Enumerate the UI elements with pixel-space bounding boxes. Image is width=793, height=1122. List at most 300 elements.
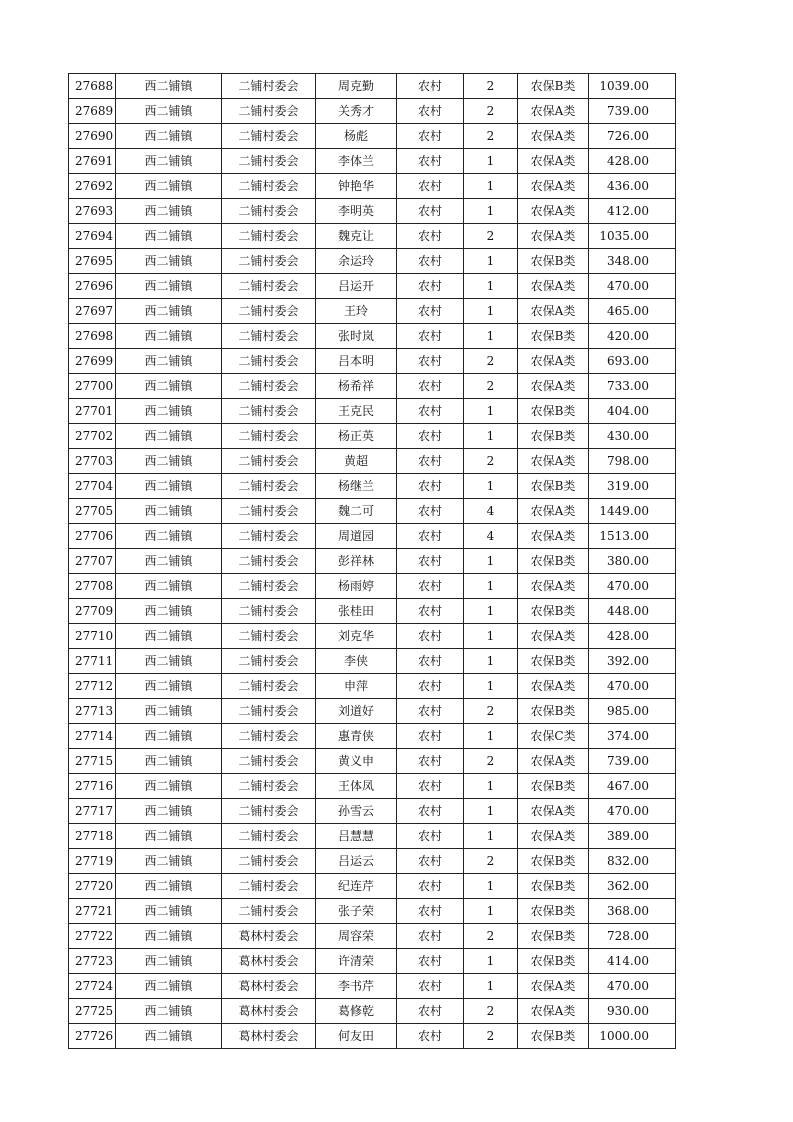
cell-id: 27703 [69,449,116,474]
cell-id: 27688 [69,74,116,99]
cell-amount: 726.00 [589,124,676,149]
table-row [69,299,676,324]
cell-count: 1 [464,649,518,674]
cell-town: 西二铺镇 [116,774,222,799]
cell-town: 西二铺镇 [116,624,222,649]
cell-amount: 319.00 [589,474,676,499]
cell-area: 农村 [397,549,464,574]
cell-town: 西二铺镇 [116,599,222,624]
table-row [69,324,676,349]
cell-id: 27721 [69,899,116,924]
cell-type: 农保A类 [518,349,589,374]
cell-type: 农保A类 [518,374,589,399]
cell-amount: 1035.00 [589,224,676,249]
cell-village: 二铺村委会 [222,99,316,124]
cell-id: 27692 [69,174,116,199]
cell-amount: 428.00 [589,624,676,649]
cell-town: 西二铺镇 [116,499,222,524]
cell-town: 西二铺镇 [116,449,222,474]
table-row [69,549,676,574]
cell-name: 王玲 [316,299,397,324]
cell-id: 27704 [69,474,116,499]
cell-town: 西二铺镇 [116,824,222,849]
cell-count: 1 [464,724,518,749]
cell-name: 惠青侠 [316,724,397,749]
table-row [69,574,676,599]
cell-town: 西二铺镇 [116,99,222,124]
cell-village: 二铺村委会 [222,124,316,149]
cell-id: 27698 [69,324,116,349]
cell-town: 西二铺镇 [116,1024,222,1049]
cell-id: 27724 [69,974,116,999]
cell-area: 农村 [397,174,464,199]
cell-type: 农保A类 [518,524,589,549]
cell-village: 二铺村委会 [222,899,316,924]
cell-amount: 362.00 [589,874,676,899]
cell-name: 李书芹 [316,974,397,999]
cell-name: 刘克华 [316,624,397,649]
cell-type: 农保A类 [518,749,589,774]
cell-amount: 470.00 [589,274,676,299]
cell-village: 二铺村委会 [222,199,316,224]
cell-amount: 798.00 [589,449,676,474]
cell-type: 农保A类 [518,199,589,224]
cell-id: 27714 [69,724,116,749]
cell-name: 杨希祥 [316,374,397,399]
cell-town: 西二铺镇 [116,524,222,549]
cell-name: 何友田 [316,1024,397,1049]
cell-area: 农村 [397,424,464,449]
cell-count: 4 [464,524,518,549]
table-row [69,724,676,749]
cell-amount: 470.00 [589,574,676,599]
cell-amount: 470.00 [589,974,676,999]
cell-count: 1 [464,424,518,449]
table-row [69,824,676,849]
cell-amount: 1039.00 [589,74,676,99]
cell-count: 1 [464,474,518,499]
cell-name: 黄超 [316,449,397,474]
table-row [69,74,676,99]
cell-town: 西二铺镇 [116,199,222,224]
cell-type: 农保B类 [518,74,589,99]
cell-id: 27696 [69,274,116,299]
cell-area: 农村 [397,949,464,974]
cell-town: 西二铺镇 [116,374,222,399]
cell-count: 2 [464,99,518,124]
cell-town: 西二铺镇 [116,249,222,274]
cell-area: 农村 [397,649,464,674]
cell-id: 27706 [69,524,116,549]
cell-type: 农保B类 [518,549,589,574]
table-row [69,1024,676,1049]
cell-name: 李体兰 [316,149,397,174]
cell-id: 27700 [69,374,116,399]
cell-type: 农保B类 [518,874,589,899]
table-row [69,599,676,624]
cell-town: 西二铺镇 [116,574,222,599]
cell-name: 杨彪 [316,124,397,149]
cell-town: 西二铺镇 [116,424,222,449]
cell-village: 二铺村委会 [222,374,316,399]
cell-area: 农村 [397,799,464,824]
cell-village: 二铺村委会 [222,699,316,724]
table-row [69,999,676,1024]
cell-id: 27716 [69,774,116,799]
cell-type: 农保B类 [518,899,589,924]
table-row [69,249,676,274]
cell-count: 1 [464,774,518,799]
cell-name: 周容荣 [316,924,397,949]
cell-count: 2 [464,849,518,874]
cell-type: 农保B类 [518,699,589,724]
cell-type: 农保A类 [518,224,589,249]
cell-village: 葛林村委会 [222,924,316,949]
cell-name: 杨雨婷 [316,574,397,599]
cell-village: 二铺村委会 [222,274,316,299]
table-row [69,99,676,124]
table-row [69,699,676,724]
cell-area: 农村 [397,74,464,99]
cell-id: 27709 [69,599,116,624]
cell-count: 1 [464,974,518,999]
cell-count: 1 [464,799,518,824]
cell-name: 杨正英 [316,424,397,449]
cell-area: 农村 [397,574,464,599]
cell-id: 27725 [69,999,116,1024]
table-row [69,849,676,874]
table-row [69,799,676,824]
cell-area: 农村 [397,899,464,924]
cell-town: 西二铺镇 [116,149,222,174]
cell-name: 魏二可 [316,499,397,524]
cell-amount: 448.00 [589,599,676,624]
cell-id: 27711 [69,649,116,674]
table-row [69,449,676,474]
cell-area: 农村 [397,274,464,299]
cell-name: 纪连芹 [316,874,397,899]
cell-amount: 380.00 [589,549,676,574]
cell-area: 农村 [397,324,464,349]
cell-count: 1 [464,199,518,224]
cell-type: 农保B类 [518,424,589,449]
table-row [69,149,676,174]
cell-village: 二铺村委会 [222,599,316,624]
cell-name: 李明英 [316,199,397,224]
cell-town: 西二铺镇 [116,849,222,874]
cell-id: 27695 [69,249,116,274]
cell-type: 农保B类 [518,924,589,949]
cell-town: 西二铺镇 [116,949,222,974]
cell-count: 1 [464,899,518,924]
cell-village: 葛林村委会 [222,999,316,1024]
cell-village: 二铺村委会 [222,749,316,774]
cell-id: 27699 [69,349,116,374]
cell-count: 1 [464,624,518,649]
cell-area: 农村 [397,149,464,174]
cell-name: 刘道好 [316,699,397,724]
cell-amount: 693.00 [589,349,676,374]
cell-amount: 389.00 [589,824,676,849]
cell-name: 吕本明 [316,349,397,374]
cell-town: 西二铺镇 [116,649,222,674]
cell-amount: 412.00 [589,199,676,224]
cell-type: 农保B类 [518,249,589,274]
cell-amount: 420.00 [589,324,676,349]
cell-id: 27697 [69,299,116,324]
cell-name: 葛修乾 [316,999,397,1024]
cell-name: 余运玲 [316,249,397,274]
cell-town: 西二铺镇 [116,349,222,374]
cell-count: 1 [464,274,518,299]
cell-id: 27710 [69,624,116,649]
table-row [69,524,676,549]
cell-name: 钟艳华 [316,174,397,199]
cell-village: 二铺村委会 [222,449,316,474]
cell-name: 吕慧慧 [316,824,397,849]
cell-type: 农保A类 [518,624,589,649]
cell-amount: 470.00 [589,799,676,824]
cell-type: 农保B类 [518,324,589,349]
cell-type: 农保B类 [518,849,589,874]
cell-id: 27726 [69,1024,116,1049]
cell-type: 农保B类 [518,649,589,674]
cell-count: 1 [464,174,518,199]
cell-village: 二铺村委会 [222,874,316,899]
cell-area: 农村 [397,999,464,1024]
cell-amount: 368.00 [589,899,676,924]
table-row [69,224,676,249]
cell-id: 27702 [69,424,116,449]
cell-amount: 428.00 [589,149,676,174]
table-row [69,174,676,199]
cell-id: 27705 [69,499,116,524]
cell-village: 二铺村委会 [222,249,316,274]
cell-town: 西二铺镇 [116,874,222,899]
cell-id: 27689 [69,99,116,124]
cell-amount: 414.00 [589,949,676,974]
cell-id: 27701 [69,399,116,424]
cell-village: 二铺村委会 [222,624,316,649]
cell-name: 吕运云 [316,849,397,874]
cell-amount: 465.00 [589,299,676,324]
cell-type: 农保B类 [518,1024,589,1049]
cell-type: 农保C类 [518,724,589,749]
cell-town: 西二铺镇 [116,974,222,999]
table-row [69,774,676,799]
table-row [69,274,676,299]
table-row [69,124,676,149]
cell-amount: 1513.00 [589,524,676,549]
cell-amount: 392.00 [589,649,676,674]
cell-name: 魏克让 [316,224,397,249]
cell-area: 农村 [397,349,464,374]
table-row [69,674,676,699]
cell-village: 二铺村委会 [222,474,316,499]
cell-area: 农村 [397,374,464,399]
cell-amount: 404.00 [589,399,676,424]
cell-town: 西二铺镇 [116,324,222,349]
cell-town: 西二铺镇 [116,474,222,499]
cell-type: 农保A类 [518,824,589,849]
cell-amount: 930.00 [589,999,676,1024]
cell-town: 西二铺镇 [116,999,222,1024]
cell-area: 农村 [397,249,464,274]
cell-area: 农村 [397,674,464,699]
cell-count: 1 [464,674,518,699]
table-row [69,874,676,899]
cell-amount: 728.00 [589,924,676,949]
cell-village: 二铺村委会 [222,574,316,599]
cell-village: 二铺村委会 [222,299,316,324]
cell-area: 农村 [397,974,464,999]
cell-id: 27722 [69,924,116,949]
cell-town: 西二铺镇 [116,399,222,424]
cell-name: 张时岚 [316,324,397,349]
cell-type: 农保B类 [518,949,589,974]
cell-count: 1 [464,549,518,574]
cell-amount: 374.00 [589,724,676,749]
cell-town: 西二铺镇 [116,549,222,574]
cell-name: 张子荣 [316,899,397,924]
cell-count: 4 [464,499,518,524]
table-row [69,424,676,449]
cell-count: 2 [464,924,518,949]
cell-id: 27720 [69,874,116,899]
cell-village: 二铺村委会 [222,849,316,874]
cell-type: 农保A类 [518,449,589,474]
cell-village: 二铺村委会 [222,524,316,549]
table-row [69,199,676,224]
cell-type: 农保A类 [518,174,589,199]
cell-amount: 1449.00 [589,499,676,524]
cell-count: 2 [464,999,518,1024]
cell-area: 农村 [397,124,464,149]
cell-amount: 430.00 [589,424,676,449]
cell-id: 27712 [69,674,116,699]
table-row [69,649,676,674]
cell-count: 2 [464,374,518,399]
cell-count: 1 [464,249,518,274]
cell-town: 西二铺镇 [116,124,222,149]
cell-count: 1 [464,824,518,849]
cell-area: 农村 [397,299,464,324]
table-row [69,749,676,774]
cell-type: 农保A类 [518,999,589,1024]
cell-area: 农村 [397,1024,464,1049]
table-row [69,624,676,649]
cell-village: 葛林村委会 [222,974,316,999]
table-row [69,474,676,499]
subsidy-table [68,73,676,1049]
cell-village: 二铺村委会 [222,174,316,199]
document-page [68,73,675,1049]
cell-count: 2 [464,349,518,374]
cell-count: 1 [464,399,518,424]
cell-town: 西二铺镇 [116,299,222,324]
cell-village: 二铺村委会 [222,424,316,449]
cell-name: 吕运开 [316,274,397,299]
table-row [69,974,676,999]
cell-area: 农村 [397,874,464,899]
cell-name: 黄义申 [316,749,397,774]
cell-count: 1 [464,149,518,174]
cell-town: 西二铺镇 [116,224,222,249]
cell-count: 2 [464,1024,518,1049]
cell-amount: 832.00 [589,849,676,874]
cell-name: 彭祥林 [316,549,397,574]
cell-area: 农村 [397,199,464,224]
cell-id: 27717 [69,799,116,824]
cell-id: 27713 [69,699,116,724]
cell-area: 农村 [397,599,464,624]
cell-area: 农村 [397,99,464,124]
cell-village: 二铺村委会 [222,74,316,99]
cell-amount: 1000.00 [589,1024,676,1049]
cell-village: 葛林村委会 [222,1024,316,1049]
cell-type: 农保B类 [518,399,589,424]
cell-name: 许清荣 [316,949,397,974]
cell-area: 农村 [397,749,464,774]
cell-id: 27693 [69,199,116,224]
cell-town: 西二铺镇 [116,724,222,749]
cell-town: 西二铺镇 [116,274,222,299]
cell-area: 农村 [397,624,464,649]
table-row [69,899,676,924]
cell-village: 二铺村委会 [222,499,316,524]
cell-area: 农村 [397,774,464,799]
cell-area: 农村 [397,224,464,249]
table-body [69,74,676,1049]
cell-name: 王体凤 [316,774,397,799]
cell-count: 1 [464,574,518,599]
cell-name: 杨继兰 [316,474,397,499]
cell-type: 农保A类 [518,99,589,124]
cell-count: 2 [464,449,518,474]
cell-name: 周道园 [316,524,397,549]
cell-village: 二铺村委会 [222,799,316,824]
cell-type: 农保A类 [518,499,589,524]
cell-id: 27707 [69,549,116,574]
cell-type: 农保A类 [518,299,589,324]
cell-village: 二铺村委会 [222,724,316,749]
cell-type: 农保A类 [518,274,589,299]
cell-amount: 470.00 [589,674,676,699]
cell-area: 农村 [397,924,464,949]
table-row [69,949,676,974]
cell-name: 王克民 [316,399,397,424]
cell-name: 孙雪云 [316,799,397,824]
cell-count: 2 [464,749,518,774]
cell-town: 西二铺镇 [116,74,222,99]
cell-id: 27715 [69,749,116,774]
cell-town: 西二铺镇 [116,674,222,699]
cell-area: 农村 [397,474,464,499]
table-row [69,349,676,374]
cell-type: 农保B类 [518,774,589,799]
cell-town: 西二铺镇 [116,924,222,949]
cell-village: 二铺村委会 [222,674,316,699]
cell-id: 27723 [69,949,116,974]
cell-name: 张桂田 [316,599,397,624]
cell-area: 农村 [397,524,464,549]
cell-id: 27690 [69,124,116,149]
cell-village: 葛林村委会 [222,949,316,974]
cell-count: 2 [464,224,518,249]
cell-count: 1 [464,324,518,349]
cell-type: 农保A类 [518,799,589,824]
cell-area: 农村 [397,849,464,874]
